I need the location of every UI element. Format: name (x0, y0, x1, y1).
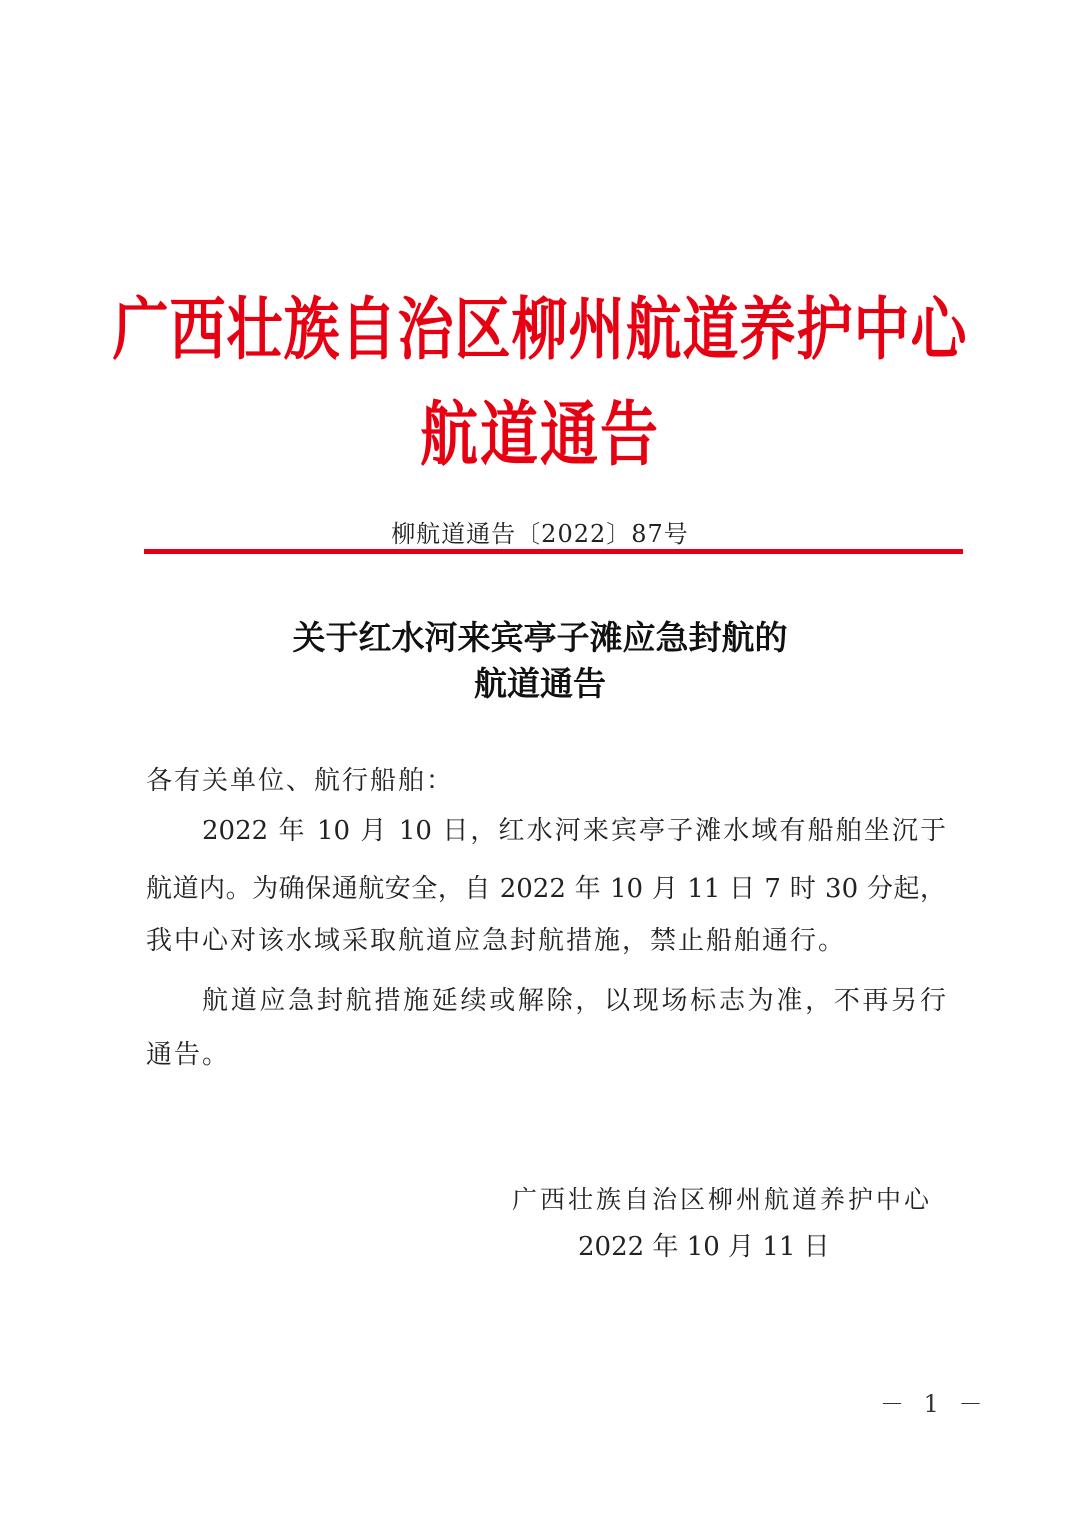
document-number: 柳航道通告〔2022〕87号 (391, 520, 689, 548)
salutation: 各有关单位、航行船舶： (146, 766, 455, 796)
issuer-title: 广西壮族自治区柳州航道养护中心 (112, 289, 968, 370)
issuer-signature: 广西壮族自治区柳州航道养护中心 (512, 1185, 933, 1214)
paragraph1-line2: 航道内。为确保通航安全，自 2022 年 10 月 11 日 7 时 30 分起， (146, 874, 946, 904)
subject-title-line1: 关于红水河来宾亭子滩应急封航的 (292, 618, 788, 657)
red-divider-rule (144, 549, 963, 554)
paragraph1-line3: 我中心对该水域采取航道应急封航措施，禁止船舶通行。 (146, 926, 847, 956)
subject-title-line2: 航道通告 (474, 664, 606, 703)
signature-date: 2022 年 10 月 11 日 (578, 1232, 830, 1262)
page-number: － 1 － (880, 1390, 989, 1418)
paragraph2-line1: 航道应急封航措施延续或解除，以现场标志为准，不再另行 (202, 986, 946, 1016)
paragraph2-line2: 通告。 (146, 1040, 231, 1070)
paragraph1-line1: 2022 年 10 月 10 日，红水河来宾亭子滩水域有船舶坐沉于 (202, 816, 946, 846)
document-type-title: 航道通告 (419, 393, 660, 476)
